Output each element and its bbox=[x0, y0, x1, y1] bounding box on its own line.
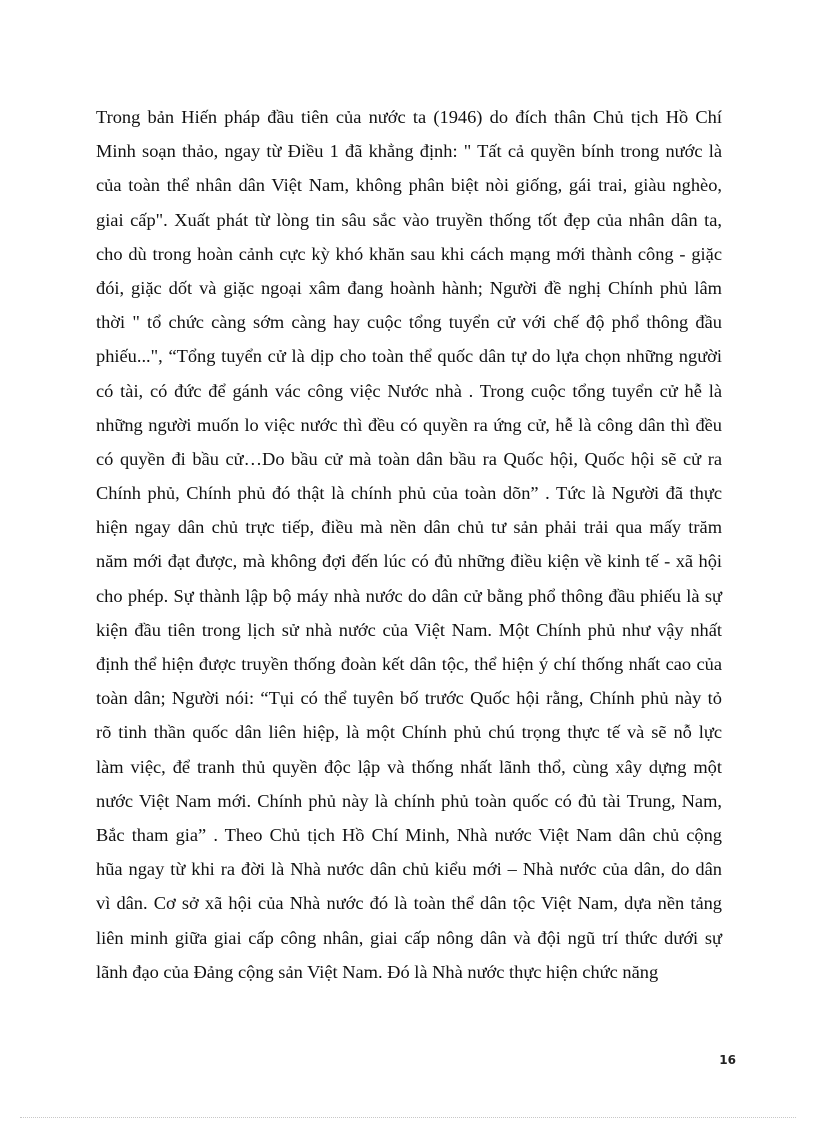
text-line: giai cấp". Xuất phát từ lòng tin sâu sắc vào truyền thống tốt đẹp của nhân dân ta, bbox=[96, 209, 722, 230]
text-line: hiện ngay dân chủ trực tiếp, điều mà nền dân chủ tư sản phải trải qua mấy trăm bbox=[96, 517, 722, 538]
text-line: những người muốn lo việc nước thì đều có quyền ra ứng cử, hễ là công dân thì đều bbox=[96, 414, 722, 435]
text-line: của toàn thể nhân dân Việt Nam, không phân biệt nòi giống, gái trai, giàu nghèo, bbox=[96, 175, 722, 196]
text-line: năm mới đạt được, mà không đợi đến lúc có đủ những điều kiện về kinh tế - xã hội bbox=[96, 551, 722, 572]
text-line: Trong bản Hiến pháp đầu tiên của nước ta (1946) do đích thân Chủ tịch Hồ Chí bbox=[96, 107, 722, 127]
text-line: toàn dân; Người nói: “Tụi có thể tuyên bố trước Quốc hội rằng, Chính phủ này tỏ bbox=[96, 688, 722, 709]
text-line: có tài, có đức để gánh vác công việc Nước nhà . Trong cuộc tổng tuyển cử hễ là bbox=[96, 380, 722, 401]
text-line: liên minh giữa giai cấp công nhân, giai cấp nông dân và đội ngũ trí thức dưới sự bbox=[96, 927, 722, 948]
page-bottom-divider bbox=[20, 1117, 796, 1118]
text-line: định thể hiện được truyền thống đoàn kết dân tộc, thể hiện ý chí thống nhất cao của bbox=[96, 654, 722, 674]
page-number: 16 bbox=[719, 1053, 736, 1067]
text-line: Bắc tham gia” . Theo Chủ tịch Hồ Chí Minh, Nhà nước Việt Nam dân chủ cộng bbox=[96, 824, 722, 845]
text-line: Minh soạn thảo, ngay từ Điều 1 đã khẳng định: " Tất cả quyền bính trong nước là bbox=[96, 141, 722, 162]
text-line: lãnh đạo của Đảng cộng sản Việt Nam. Đó là Nhà nước thực hiện chức năng bbox=[96, 961, 659, 982]
document-body bbox=[96, 100, 722, 989]
text-line: kiện đầu tiên trong lịch sử nhà nước của Việt Nam. Một Chính phủ như vậy nhất bbox=[96, 619, 722, 640]
text-line: Chính phủ, Chính phủ đó thật là chính phủ của toàn dõn” . Tức là Người đã thực bbox=[96, 483, 722, 504]
text-line: phiếu...", “Tổng tuyển cử là dịp cho toàn thể quốc dân tự do lựa chọn những người bbox=[96, 346, 722, 367]
text-line: đói, giặc dốt và giặc ngoại xâm đang hoành hành; Người đề nghị Chính phủ lâm bbox=[96, 277, 722, 298]
text-line: cho dù trong hoàn cảnh cực kỳ khó khăn sau khi cách mạng mới thành công - giặc bbox=[96, 243, 722, 264]
text-line: rõ tinh thần quốc dân liên hiệp, là một Chính phủ chú trọng thực tế và sẽ nỗ lực bbox=[96, 722, 722, 743]
text-line: vì dân. Cơ sở xã hội của Nhà nước đó là toàn thể dân tộc Việt Nam, dựa nền tảng bbox=[96, 893, 722, 914]
text-line: có quyền đi bầu cử…Do bầu cử mà toàn dân bầu ra Quốc hội, Quốc hội sẽ cử ra bbox=[96, 448, 722, 469]
text-line: làm việc, để tranh thủ quyền độc lập và thống nhất lãnh thổ, cùng xây dựng một bbox=[96, 756, 722, 777]
text-line: hũa ngay từ khi ra đời là Nhà nước dân chủ kiểu mới – Nhà nước của dân, do dân bbox=[96, 859, 722, 880]
text-line: nước Việt Nam mới. Chính phủ này là chính phủ toàn quốc có đủ tài Trung, Nam, bbox=[96, 790, 722, 811]
text-line: thời " tổ chức càng sớm càng hay cuộc tổng tuyển cử với chế độ phổ thông đầu bbox=[96, 312, 722, 333]
text-line: cho phép. Sự thành lập bộ máy nhà nước do dân cử bằng phổ thông đầu phiếu là sự bbox=[96, 585, 722, 606]
